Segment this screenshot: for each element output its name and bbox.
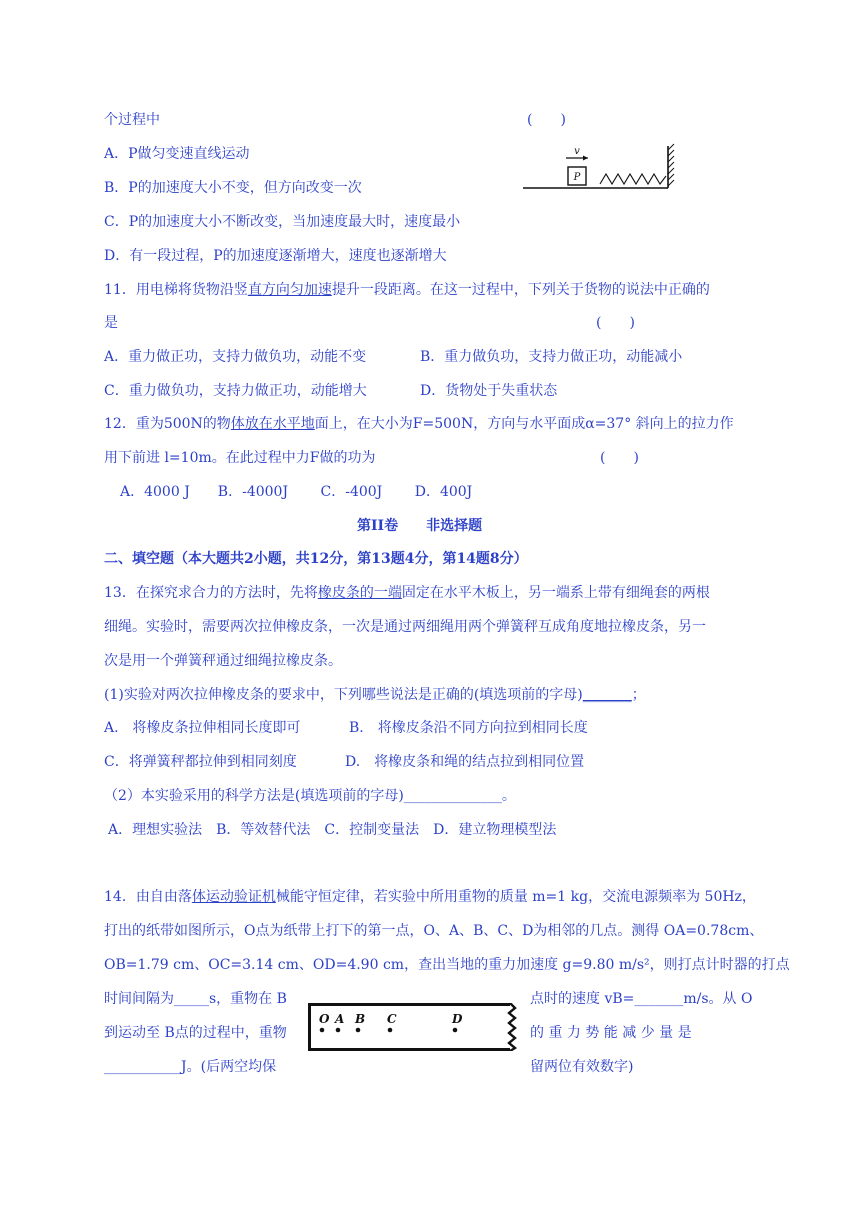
q13-sub2-blank: ______________ [403, 788, 502, 804]
q11-option-c: C．重力做负功，支持力做正功，动能增大 [104, 383, 367, 399]
q11-line1-pre: 11．用电梯将货物沿竖 [104, 282, 248, 298]
q12-options: A．4000 J B．-4000J C．-400J D．400J [120, 484, 473, 500]
q13-line1-post: 固定在水平木板上，另一端系上带有细绳套的两根 [401, 585, 710, 601]
q13-sub2-text: （2）本实验采用的科学方法是(填选项前的字母) [104, 788, 404, 804]
q11-line1 [104, 280, 710, 300]
q13-line1 [104, 583, 710, 603]
part2-section-heading: 二、填空题（本大题共2小题，共12分，第13题4分，第14题8分） [104, 551, 528, 567]
q12-line1 [104, 414, 734, 434]
q13-sub1-blank: _______ [582, 687, 632, 703]
q14-line1-pre: 14．由自由落 [104, 889, 192, 905]
q11-option-d: D．货物处于失重状态 [420, 383, 558, 399]
q11-answer-paren: ( ) [596, 315, 635, 331]
q12-line2: 用下前进 l=10m。在此过程中力F做的功为 [104, 450, 376, 466]
q12-answer-paren: ( ) [600, 450, 639, 466]
q14-line4-right: 点时的速度 vB=_______m/s。从 O [530, 991, 753, 1007]
q14-line3: OB=1.79 cm、OC=3.14 cm、OD=4.90 cm，查出当地的重力加速度 g=9.80 m/s²，则打点计时器的打点 [104, 957, 790, 973]
q13-line3: 次是用一个弹簧秤通过细绳拉橡皮条。 [104, 653, 342, 669]
q11-line2: 是 [104, 315, 118, 331]
q13-sub1-text: (1)实验对两次拉伸橡皮条的要求中，下列哪些说法是正确的(填选项前的字母) [104, 687, 583, 703]
q13-option-a: A. 将橡皮条拉伸相同长度即可 [104, 720, 301, 736]
part2-title: 第II卷 非选择题 [357, 518, 483, 534]
q13-option-c: C．将弹簧秤都拉伸到相同刻度 [104, 754, 297, 770]
spring [600, 174, 666, 184]
q14-line1-post: 械能守恒定律，若实验中所用重物的质量 m=1 kg，交流电源频率为 50Hz， [275, 889, 756, 905]
velocity-arrowhead [583, 156, 588, 161]
q10-option-b: B．P的加速度大小不变，但方向改变一次 [104, 180, 362, 196]
tape-label-o: O [319, 1012, 330, 1026]
q13-line1-pre: 13．在探究求合力的方法时，先将 [104, 585, 318, 601]
tape-label-d: D [452, 1012, 463, 1026]
q14-line1 [104, 887, 756, 907]
tape-label-c: C [387, 1012, 397, 1026]
q13-sub2 [104, 786, 516, 806]
tape-dot-a [336, 1028, 341, 1033]
wall-hatch [668, 144, 674, 186]
tape-dot-c [388, 1028, 393, 1033]
tape-dot-d [453, 1028, 458, 1033]
q14-line6-left: ___________J。(后两空均保 [104, 1059, 277, 1075]
tape-dot-o [320, 1028, 325, 1033]
tape-dots [311, 1006, 511, 1050]
q10-answer-paren: ( ) [527, 112, 566, 128]
q11-line1-underlined: 直方向匀加速 [247, 282, 332, 298]
q13-sub1 [104, 685, 646, 705]
tape-label-b: B [355, 1012, 366, 1026]
q10-option-d: D．有一段过程，P的加速度逐渐增大，速度也逐渐增大 [104, 248, 447, 264]
q13-line1-underlined: 橡皮条的一端 [317, 585, 402, 601]
block-label: P [573, 172, 581, 183]
spring-block-figure [520, 140, 675, 196]
paper-tape-figure [308, 1003, 510, 1051]
tape-dot-b [356, 1028, 361, 1033]
tape-label-a: A [335, 1012, 345, 1026]
q11-line1-post: 提升一段距离。在这一过程中，下列关于货物的说法中正确的 [331, 282, 710, 298]
q11-option-b: B．重力做负功，支持力做正功，动能减小 [420, 349, 683, 365]
q13-option-d: D. 将橡皮条和绳的结点拉到相同位置 [345, 754, 585, 770]
q10-stem-tail: 个过程中 [104, 112, 160, 128]
q10-option-c: C．P的加速度大小不断改变，当加速度最大时，速度最小 [104, 214, 461, 230]
q12-line1-underlined: 体放在水平地 [230, 416, 315, 432]
q14-line4-left: 时间间隔为_____s，重物在 B [104, 991, 287, 1007]
q13-sub2-end: 。 [501, 788, 516, 804]
q13-sub2-options: A．理想实验法 B．等效替代法 C．控制变量法 D．建立物理模型法 [108, 822, 557, 838]
q14-line2: 打出的纸带如图所示，O点为纸带上打下的第一点，O、A、B、C、D为相邻的几点。测得 OA=0.78cm、 [104, 923, 764, 939]
velocity-label: v [574, 146, 580, 157]
q12-line1-pre: 12．重为500N的物 [104, 416, 231, 432]
tape-torn-edge [505, 1003, 519, 1051]
q12-line1-post: 面上，在大小为F=500N，方向与水平面成α=37° 斜向上的拉力作 [314, 416, 734, 432]
q10-option-a: A．P做匀变速直线运动 [104, 146, 250, 162]
q13-option-b: B. 将橡皮条沿不同方向拉到相同长度 [349, 720, 588, 736]
q14-line5-left: 到运动至 B点的过程中，重物 [104, 1025, 287, 1041]
q13-sub1-end: ； [631, 687, 646, 703]
q14-line1-underlined: 体运动验证机 [191, 889, 276, 905]
q14-line5-right: 的 重 力 势 能 减 少 量 是 [530, 1025, 692, 1041]
q11-option-a: A．重力做正功，支持力做负功，动能不变 [104, 349, 367, 365]
q14-line6-right: 留两位有效数字) [530, 1059, 634, 1075]
q13-line2: 细绳。实验时，需要两次拉伸橡皮条，一次是通过两细绳用两个弹簧秤互成角度地拉橡皮条，另一 [104, 619, 706, 635]
